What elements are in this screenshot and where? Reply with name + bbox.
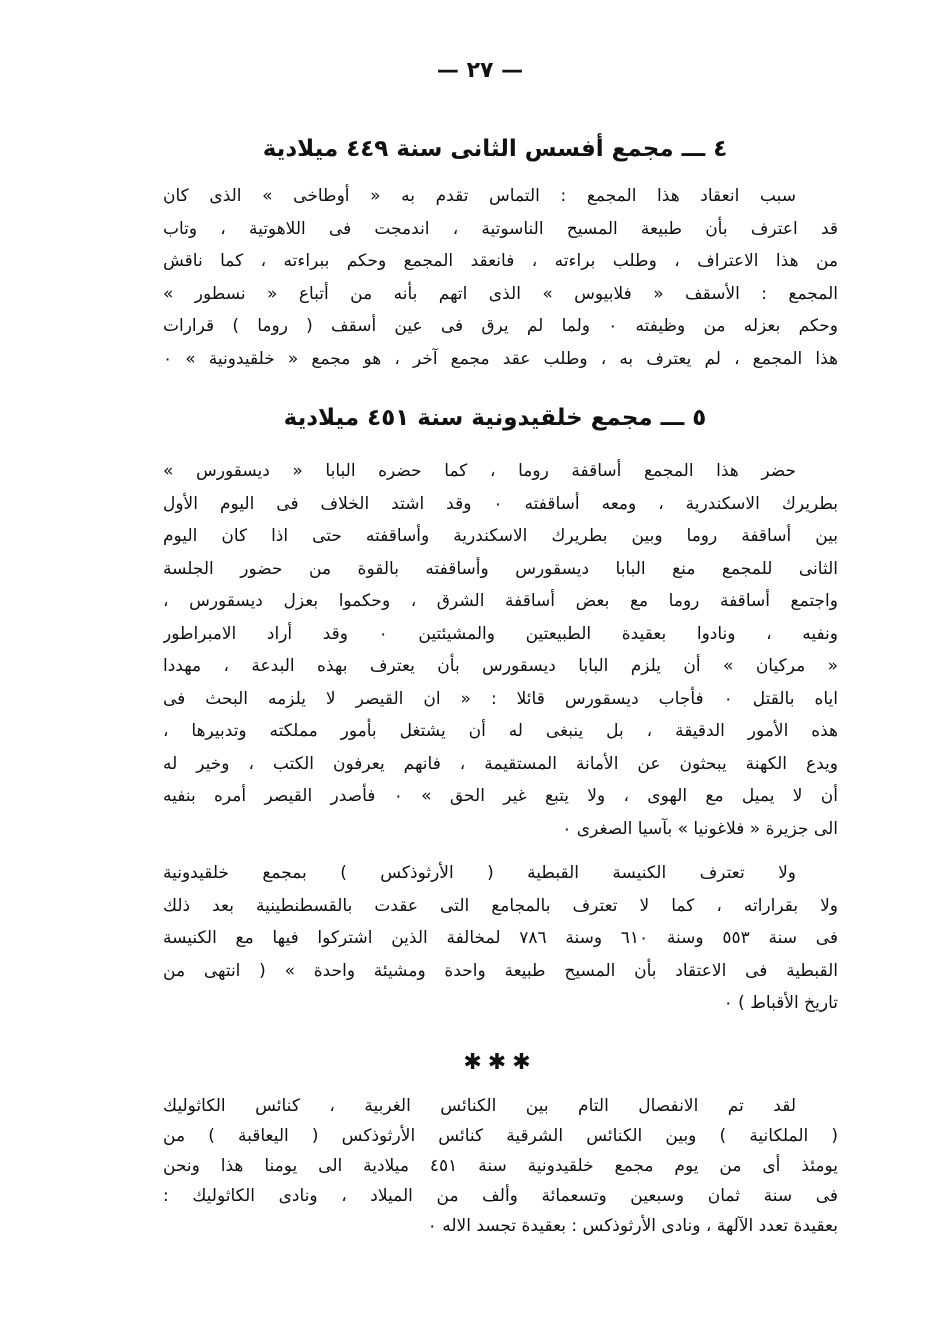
text-line: سبب انعقاد هذا المجمع : التماس تقدم به « أوطاخى » الذى كان xyxy=(163,186,796,206)
text-line: وحكم بعزله من وظيفته ٠ ولما لم يرق فى عين أسقف ( روما ) قرارات xyxy=(163,316,838,336)
text-line: فى سنة ٥٥٣ وسنة ٦١٠ وسنة ٧٨٦ لمخالفة الذين اشتركوا فيها مع الكنيسة xyxy=(163,928,838,948)
text-line: أن لا يميل مع الهوى ، ولا يتبع غير الحق » ٠ فأصدر القيصر أمره بنفيه xyxy=(163,786,838,806)
paragraph-coptic-church xyxy=(163,857,838,1020)
text-line: الثانى للمجمع منع البابا ديسقورس وأساقفته بالقوة من حضور الجلسة xyxy=(163,558,838,579)
paragraph-chalcedon xyxy=(163,455,838,845)
text-line: بين أساقفة روما وبين بطريرك الاسكندرية وأساقفته حتى اذا كان اليوم xyxy=(163,526,838,546)
text-line: ولا بقراراته ، كما لا تعترف بالمجامع التى عقدت بالقسطنطينية بعد ذلك xyxy=(163,895,838,916)
text-line: المجمع : الأسقف « فلابيوس » الذى اتهم بأنه من أتباع « نسطور » xyxy=(163,283,838,304)
text-line: فى سنة ثمان وسبعين وتسعمائة وألف من الميلاد ، ونادى الكاثوليك : xyxy=(163,1186,838,1206)
paragraph-ephesus xyxy=(163,180,838,375)
page-number: — ٢٧ — xyxy=(436,58,524,83)
text-line: الى جزيرة « فلاغونيا » بآسيا الصغرى ٠ xyxy=(562,818,838,839)
text-line: قد اعترف بأن طبيعة المسيح الناسوتية ، اندمجت فى اللاهوتية ، وتاب xyxy=(163,218,838,239)
text-line: القبطية فى الاعتقاد بأن المسيح طبيعة واحدة ومشيئة واحدة » ( انتهى من xyxy=(163,960,838,981)
text-line: اياه بالقتل ٠ فأجاب ديسقورس قائلا : « ان القيصر لا يلزمه البحث فى xyxy=(163,688,838,709)
text-line: ( الملكانية ) وبين الكنائس الشرقية كنائس الأرثوذكس ( اليعاقبة ) من xyxy=(163,1126,838,1146)
text-line: تاريخ الأقباط ) ٠ xyxy=(723,993,838,1013)
text-line: واجتمع أساقفة روما مع بعض أساقفة الشرق ، وحكموا بعزل ديسقورس ، xyxy=(163,591,838,611)
section-heading-chalcedon: ٥ ـــ مجمع خلقيدونية سنة ٤٥١ ميلادية xyxy=(283,405,707,431)
text-line: حضر هذا المجمع أساقفة روما ، كما حضره البابا « ديسقورس » xyxy=(163,461,796,481)
text-line: بطريرك الاسكندرية ، ومعه أساقفته ٠ وقد اشتد الخلاف فى اليوم الأول xyxy=(163,493,838,514)
text-line: ولا تعترف الكنيسة القبطية ( الأرثوذكس ) بمجمع خلقيدونية xyxy=(163,863,796,883)
text-line: هذه الأمور الدقيقة ، بل ينبغى له أن يشتغل بأمور مملكته وتدبيرها ، xyxy=(163,721,838,741)
section-heading-ephesus: ٤ ـــ مجمع أفسس الثانى سنة ٤٤٩ ميلادية xyxy=(262,136,728,162)
text-line: هذا المجمع ، لم يعترف به ، وطلب عقد مجمع آخر ، هو مجمع « خلقيدونية » ٠ xyxy=(163,348,838,369)
text-line: بعقيدة تعدد الآلهة ، ونادى الأرثوذكس : بعقيدة تجسد الاله ٠ xyxy=(427,1216,838,1236)
text-line: ويدع الكهنة يبحثون عن الأمانة المستقيمة ، فانهم يعرفون الكتب ، وخير له xyxy=(163,753,838,774)
text-line: لقد تم الانفصال التام بين الكنائس الغربية ، كنائس الكاثوليك xyxy=(163,1096,796,1116)
paragraph-schism xyxy=(163,1091,838,1241)
section-separator: ✱✱✱ xyxy=(463,1050,537,1075)
text-line: من هذا الاعتراف ، وطلب براءته ، فانعقد المجمع وحكم ببراءته ، كما ناقش xyxy=(163,251,838,271)
text-line: ونفيه ، ونادوا بعقيدة الطبيعتين والمشيئتين ٠ وقد أراد الامبراطور xyxy=(163,623,838,644)
text-line: « مركيان » أن يلزم البابا ديسقورس بأن يعترف بهذه البدعة ، مهددا xyxy=(163,656,838,676)
text-line: يومئذ أى من يوم مجمع خلقيدونية سنة ٤٥١ ميلادية الى يومنا هذا ونحن xyxy=(163,1156,838,1176)
